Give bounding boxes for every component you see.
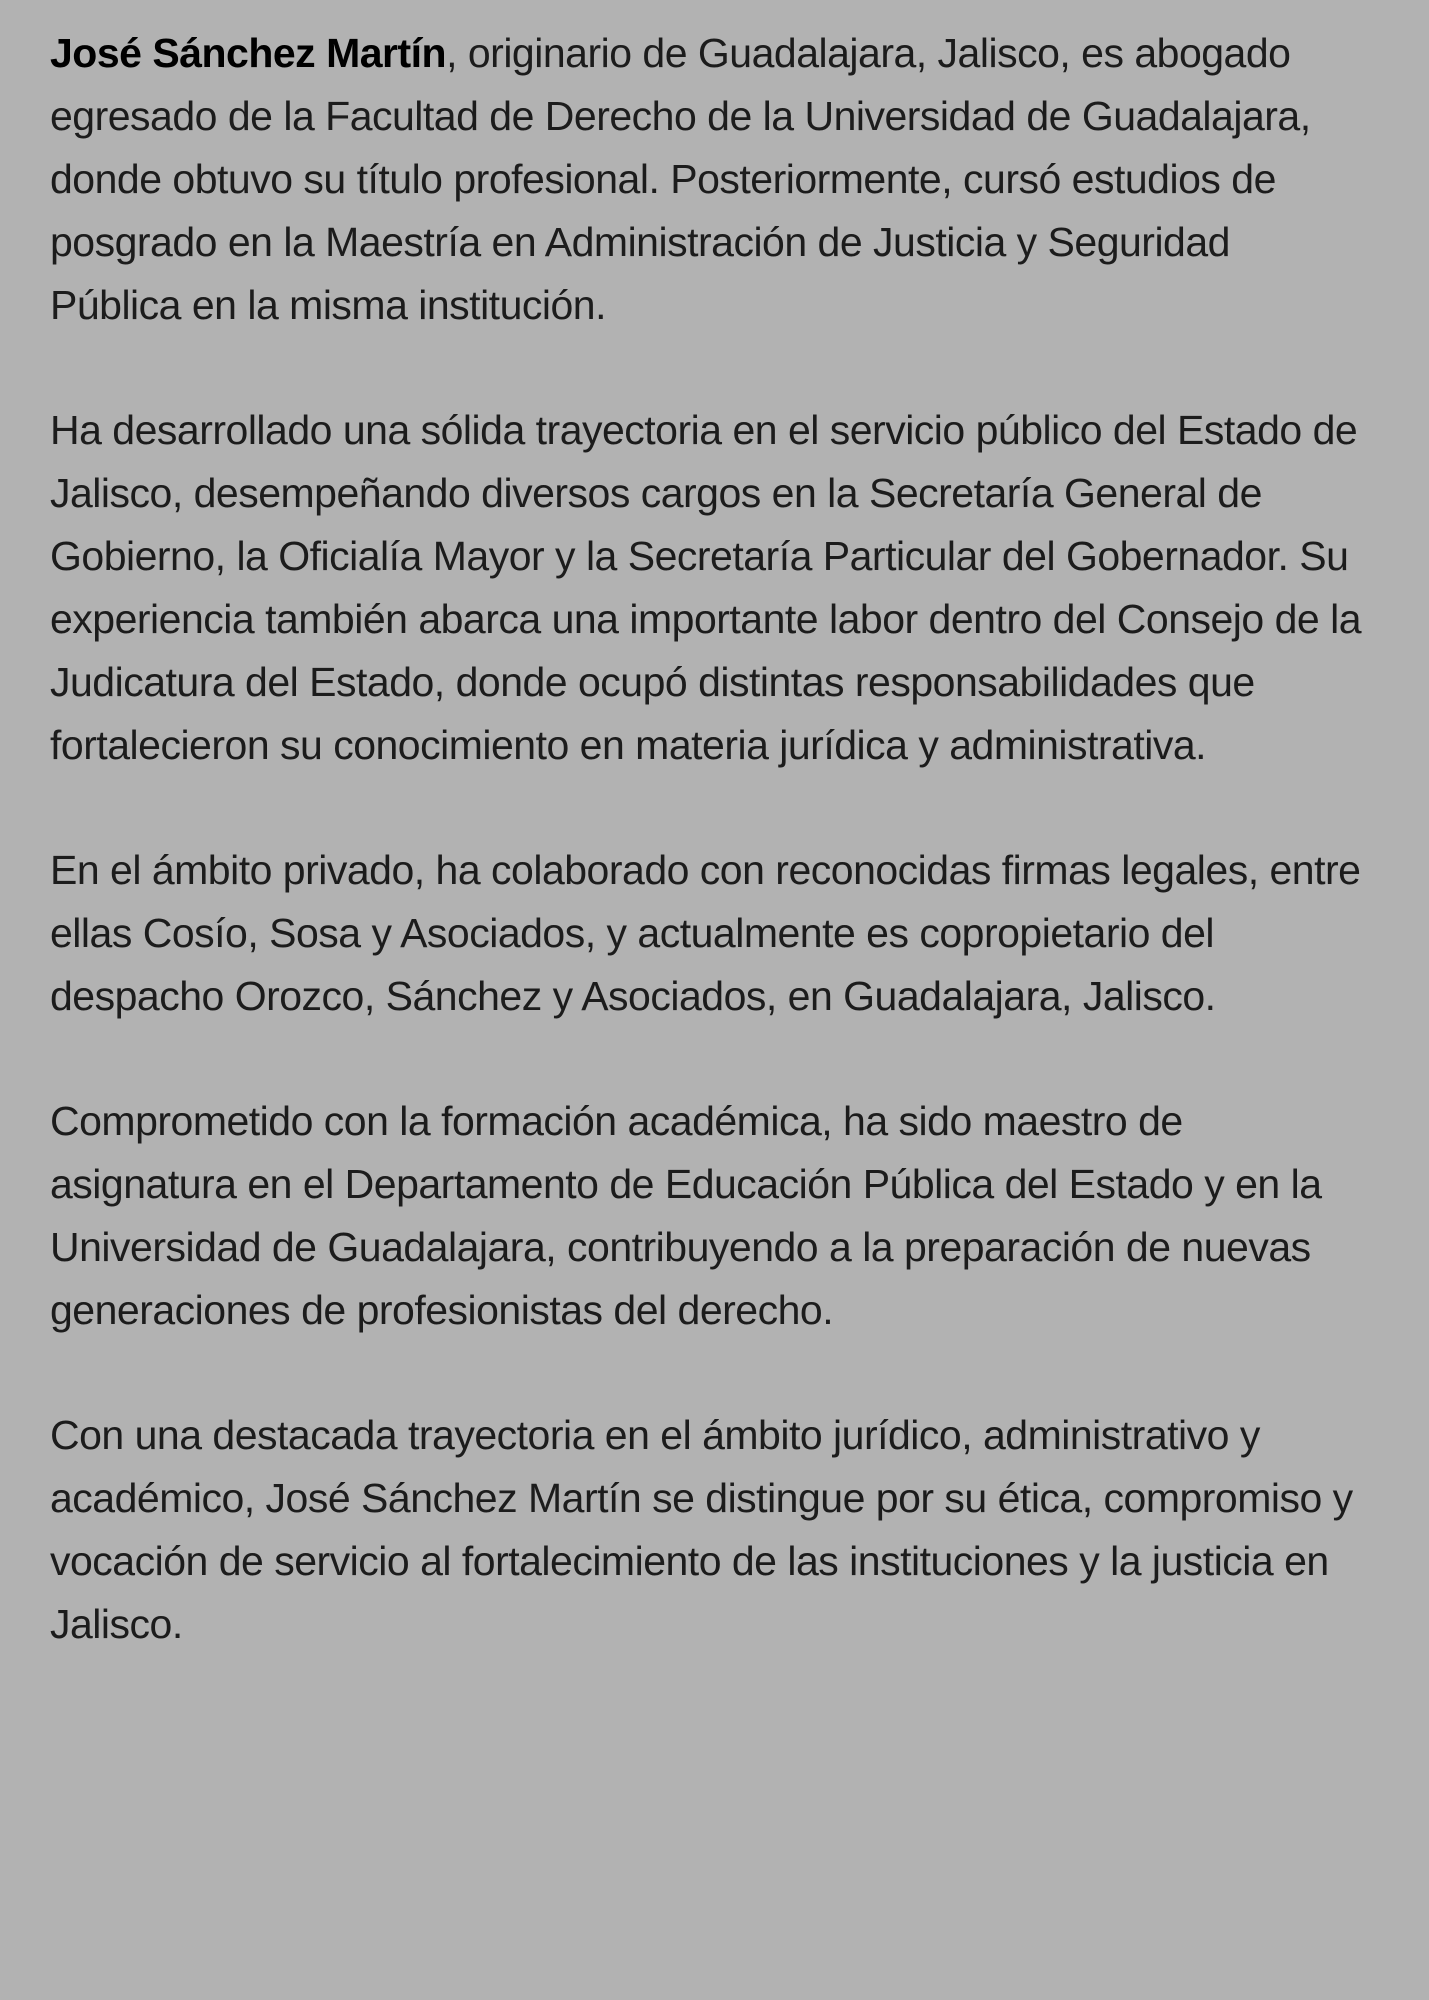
paragraph-text: , originario de Guadalajara, Jalisco, es abogado egresado de la Facultad de Derecho de la Universidad de Guadalajara, donde obtuvo su título profesional. Posteriormente, cursó estudios de posgrado en la Maestría en Administración de Justicia y Seguridad Pública en la misma institución. — [50, 30, 1311, 328]
paragraph-private-sector: En el ámbito privado, ha colaborado con reconocidas firmas legales, entre ellas Cosío, Sosa y Asociados, y actualmente es copropietario del despacho Orozco, Sánchez y Asociados, en Guadalajara, Jalisco. — [50, 847, 1361, 1019]
paragraph-public-service: Ha desarrollado una sólida trayectoria en el servicio público del Estado de Jalisco, desempeñando diversos cargos en la Secretaría General de Gobierno, la Oficialía Mayor y la Secretaría Particular del Gobernador. Su experiencia también abarca una importante labor dentro del Consejo de la Judicatura del Estado, donde ocupó distintas responsabilidades que fortalecieron su conocimiento en materia jurídica y administrativa. — [50, 407, 1362, 768]
paragraph-closing: Con una destacada trayectoria en el ámbito jurídico, administrativo y académico, José Sánchez Martín se distingue por su ética, compromiso y vocación de servicio al fortalecimiento de las instituciones y la justicia en Jalisco. — [50, 1412, 1353, 1647]
paragraph-academic: Comprometido con la formación académica, ha sido maestro de asignatura en el Departamento de Educación Pública del Estado y en la Universidad de Guadalajara, contribuyendo a la preparación de nuevas generaciones de profesionistas del derecho. — [50, 1098, 1322, 1333]
paragraph-bio-intro — [50, 22, 1371, 337]
person-name-bold: José Sánchez Martín — [50, 30, 447, 76]
